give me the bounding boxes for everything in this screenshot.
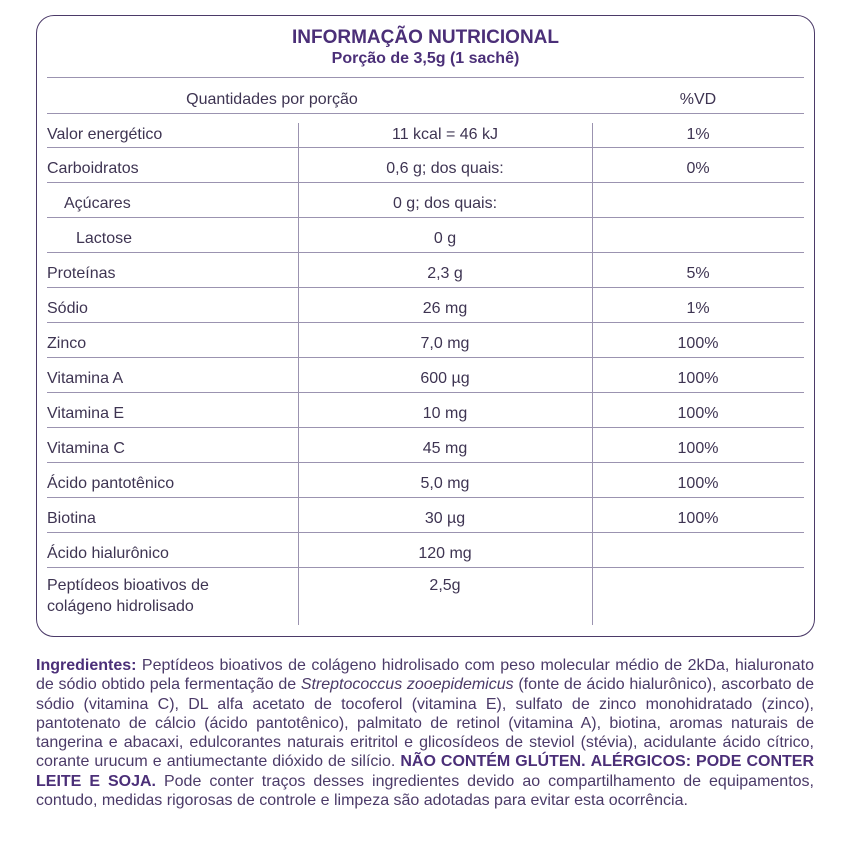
- column-divider-left: [298, 123, 299, 625]
- nutrient-quantity: 5,0 mg: [420, 475, 470, 492]
- ingredients-label: Ingredientes:: [36, 657, 137, 674]
- nutrient-name: Proteínas: [47, 265, 116, 282]
- row-divider: [47, 497, 804, 498]
- nutrition-facts-panel: [36, 15, 815, 637]
- row-divider: [47, 462, 804, 463]
- nutrient-name: Vitamina A: [47, 370, 124, 387]
- nutrient-dv: 100%: [677, 335, 719, 352]
- serving-size: Porção de 3,5g (1 sachê): [331, 50, 520, 67]
- row-divider: [47, 147, 804, 148]
- nutrient-name: Vitamina C: [47, 440, 125, 457]
- nutrient-name: Açúcares: [64, 195, 131, 212]
- header-dv: %VD: [679, 91, 717, 108]
- nutrient-quantity: 11 kcal = 46 kJ: [392, 126, 498, 143]
- header-quantity: Quantidades por porção: [186, 91, 358, 108]
- row-divider: [47, 322, 804, 323]
- row-divider: [47, 567, 804, 568]
- nutrient-name: Ácido hialurônico: [47, 545, 169, 562]
- nutrient-dv: 100%: [677, 475, 719, 492]
- allergen-warning: ALÉRGICOS: PODE CONTER LEITE E SOJA.: [36, 753, 814, 790]
- table-title: INFORMAÇÃO NUTRICIONAL: [291, 27, 560, 48]
- nutrient-dv: 100%: [677, 510, 719, 527]
- nutrient-dv: 1%: [686, 126, 710, 143]
- nutrient-name: Ácido pantotênico: [47, 475, 175, 492]
- nutrient-name-line2: colágeno hidrolisado: [47, 598, 194, 615]
- ingredients-paragraph: [36, 656, 814, 810]
- nutrient-name: Sódio: [47, 300, 88, 317]
- nutrient-dv: 100%: [677, 405, 719, 422]
- nutrient-name: Carboidratos: [47, 160, 139, 177]
- ingredients-text-continued: (fonte de ácido hialurônico), ascorbato de sódio (vitamina C), DL alfa acetato de tocoferol (vitamina E), sulfato de zinco monohidratado (zinco), pantotenato de cálcio (ácido pantotênico), palmitato de retinol (vitamina A), biotina, aromas naturais de tangerina e abacaxi, edulcorantes naturais eritritol e glicosídeos de steviol (stévia), acidulante ácido cítrico, corante urucum e antiumectante dióxido de silício.: [36, 676, 814, 771]
- nutrient-quantity: 26 mg: [422, 300, 468, 317]
- nutrient-name: Lactose: [76, 230, 133, 247]
- row-divider: [47, 217, 804, 218]
- nutrient-quantity: 0,6 g; dos quais:: [386, 160, 504, 177]
- ingredients-text: Peptídeos bioativos de colágeno hidrolisado com peso molecular médio de 2kDa, hialuronato de sódio obtido pela fermentação de: [36, 657, 814, 694]
- nutrient-quantity: 10 mg: [422, 405, 468, 422]
- nutrient-quantity: 120 mg: [418, 545, 472, 562]
- nutrient-name: Biotina: [47, 510, 96, 527]
- row-divider: [47, 532, 804, 533]
- nutrient-name: Vitamina E: [47, 405, 125, 422]
- row-divider: [47, 287, 804, 288]
- nutrient-dv: 100%: [677, 440, 719, 457]
- nutrient-dv: 100%: [677, 370, 719, 387]
- nutrient-dv: 0%: [686, 160, 710, 177]
- nutrient-name: Zinco: [47, 335, 87, 352]
- nutrient-name: Peptídeos bioativos de: [47, 577, 209, 594]
- column-divider-right: [592, 123, 593, 625]
- nutrient-quantity: 0 g: [433, 230, 457, 247]
- gluten-warning: NÃO CONTÉM GLÚTEN.: [400, 753, 586, 771]
- nutrient-quantity: 30 µg: [424, 510, 466, 527]
- header-divider-bottom: [47, 113, 804, 114]
- row-divider: [47, 357, 804, 358]
- nutrient-quantity: 2,5g: [429, 577, 461, 594]
- header-divider-top: [47, 77, 804, 78]
- nutrient-quantity: 45 mg: [422, 440, 468, 457]
- traces-notice: Pode conter traços desses ingredientes devido ao compartilhamento de equipamentos, contudo, medidas rigorosas de controle e limpeza são adotadas para evitar esta ocorrência.: [36, 772, 814, 810]
- row-divider: [47, 252, 804, 253]
- nutrient-quantity: 2,3 g: [427, 265, 463, 282]
- nutrient-dv: 5%: [686, 265, 710, 282]
- row-divider: [47, 392, 804, 393]
- row-divider: [47, 427, 804, 428]
- nutrient-quantity: 600 µg: [420, 370, 470, 387]
- nutrient-quantity: 7,0 mg: [420, 335, 470, 352]
- nutrient-dv: 1%: [686, 300, 710, 317]
- nutrient-quantity: 0 g; dos quais:: [392, 195, 498, 212]
- nutrient-name: Valor energético: [47, 126, 163, 143]
- row-divider: [47, 182, 804, 183]
- species-name: Streptococcus zooepidemicus: [300, 676, 514, 694]
